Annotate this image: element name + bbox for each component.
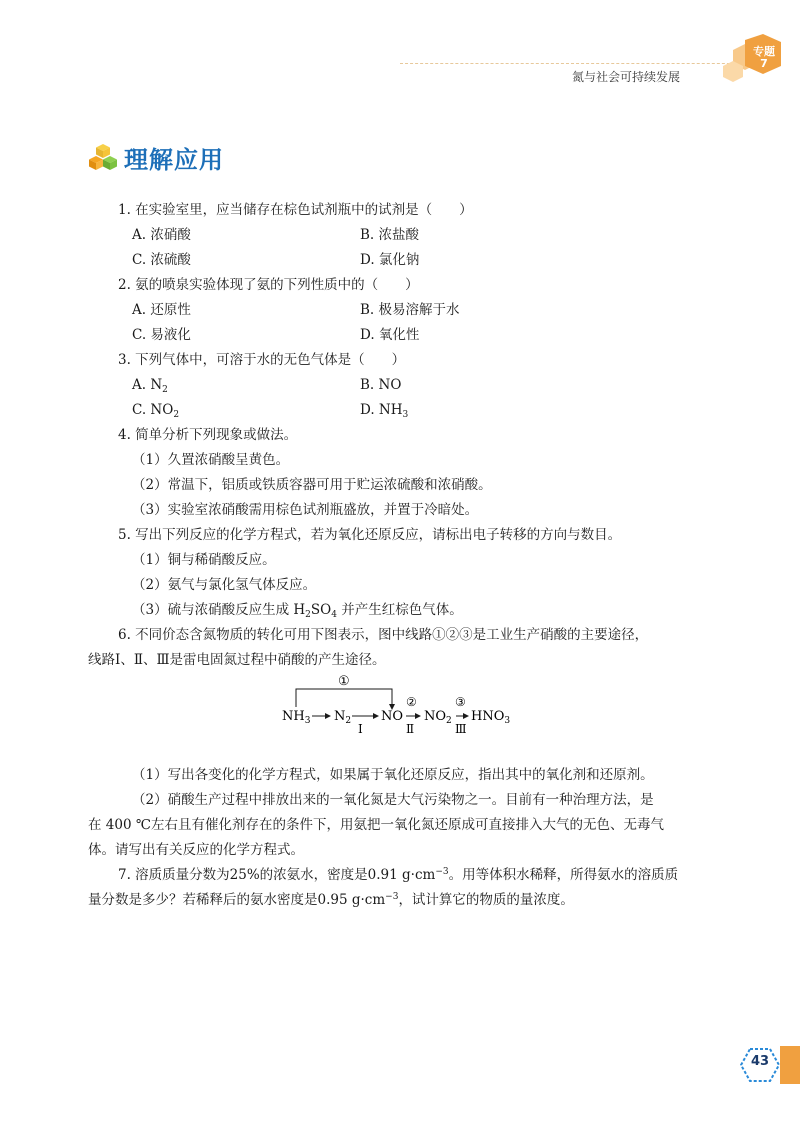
q5-s3-post: 并产生红棕色气体。 — [336, 602, 463, 618]
q3-c-text: C. NO — [132, 402, 174, 418]
q3-options-row2 — [88, 398, 720, 423]
page-number: 43 — [750, 1054, 770, 1069]
route1-label: ① — [338, 674, 350, 689]
roman1-label: Ⅰ — [358, 722, 363, 736]
q2-options-row1 — [88, 298, 720, 323]
nitrogen-conversion-diagram — [88, 673, 720, 763]
q7-l1-pre: 7. 溶质质量分数为25%的浓氨水，密度是0.91 g·cm — [118, 867, 436, 883]
q4-sub-1: （1）久置浓硝酸呈黄色。 — [132, 452, 290, 468]
route3-label: ③ — [455, 695, 466, 709]
no2-label — [424, 709, 452, 726]
badge-line1: 专题 — [753, 45, 775, 58]
q1-option-c: C. 浓硫酸 — [132, 252, 191, 268]
q2-option-a: A. 还原性 — [132, 302, 191, 318]
q5-sub-3 — [88, 598, 720, 623]
q1-option-b: B. 浓盐酸 — [360, 227, 420, 243]
q3-a-sub: 2 — [162, 385, 168, 395]
q3-d-sub: 3 — [402, 410, 409, 420]
q3-options-row1 — [88, 373, 720, 398]
q5-s3-sub1: 2 — [305, 610, 311, 620]
section-heading — [88, 140, 224, 174]
q4-sub-2: （2）常温下，铝质或铁质容器可用于贮运浓硫酸和浓硝酸。 — [132, 477, 492, 493]
nh3-label — [282, 709, 311, 726]
q3-d-text: D. NH — [360, 402, 403, 418]
q3-option-d — [360, 398, 408, 423]
question-1: 1. 在实验室里，应当储存在棕色试剂瓶中的试剂是（ ） — [118, 202, 473, 218]
q5-sub-2: （2）氨气与氯化氢气体反应。 — [132, 577, 317, 593]
question-4: 4. 简单分析下列现象或做法。 — [118, 427, 298, 443]
chapter-badge — [748, 46, 780, 70]
exercise-content — [88, 198, 720, 913]
hno3-sub: 3 — [504, 716, 511, 726]
q6-sub-1: （1）写出各变化的化学方程式，如果属于氧化还原反应，指出其中的氧化剂和还原剂。 — [132, 767, 654, 783]
no2-sub: 2 — [446, 716, 452, 726]
route1-bracket — [296, 689, 392, 709]
q3-option-c — [132, 398, 360, 423]
q3-a-text: A. N — [132, 377, 163, 393]
q5-sub-1: （1）铜与稀硝酸反应。 — [132, 552, 276, 568]
q3-c-sub: 2 — [173, 410, 180, 420]
hno3-label — [471, 709, 510, 726]
question-5: 5. 写出下列反应的化学方程式，若为氧化还原反应，请标出电子转移的方向与数目。 — [118, 527, 622, 543]
conversion-diagram-svg — [278, 673, 538, 753]
q7-l2-post: ，试计算它的物质的量浓度。 — [398, 892, 574, 908]
badge-line2: 7 — [760, 57, 768, 70]
q2-option-d: D. 氧化性 — [360, 327, 420, 343]
q4-sub-3: （3）实验室浓硝酸需用棕色试剂瓶盛放，并置于冷暗处。 — [132, 502, 479, 518]
q6-sub-2-line3: 体。请写出有关反应的化学方程式。 — [88, 842, 304, 858]
cubes-icon — [88, 143, 118, 171]
question-3: 3. 下列气体中，可溶于水的无色气体是（ ） — [118, 352, 406, 368]
q7-l2-sup: −3 — [385, 892, 399, 902]
question-2: 2. 氨的喷泉实验体现了氨的下列性质中的（ ） — [118, 277, 419, 293]
section-title: 理解应用 — [124, 145, 224, 174]
q6-sub-2-line1: （2）硝酸生产过程中排放出来的一氧化氮是大气污染物之一。目前有一种治理方法，是 — [132, 792, 654, 808]
q2-option-b: B. 极易溶解于水 — [360, 302, 460, 318]
question-6-line1: 6. 不同价态含氮物质的转化可用下图表示，图中线路①②③是工业生产硝酸的主要途径， — [118, 627, 649, 643]
q5-s3-pre: （3）硫与浓硝酸反应生成 H — [132, 602, 306, 618]
q1-option-a: A. 浓硝酸 — [132, 227, 191, 243]
q5-s3-sub2: 4 — [331, 610, 337, 620]
q3-option-b: B. NO — [360, 377, 402, 393]
q7-l1-post: 。用等体积水稀释，所得氨水的溶质质 — [448, 867, 679, 883]
question-6-line2: 线路Ⅰ、Ⅱ、Ⅲ是雷电固氮过程中硝酸的产生途径。 — [88, 652, 386, 668]
question-7-line1 — [88, 863, 720, 888]
q6-sub-2-line2: 在 400 ℃左右且有催化剂存在的条件下，用氨把一氧化氮还原成可直接排入大气的无色、无毒气 — [88, 817, 664, 833]
q7-l2-pre: 量分数是多少？若稀释后的氨水密度是0.95 g·cm — [88, 892, 386, 908]
n2-text: N — [334, 709, 346, 724]
n2-label — [334, 709, 351, 726]
q7-l1-sup: −3 — [435, 867, 449, 877]
roman3-label: Ⅲ — [455, 722, 467, 736]
header-subtitle: 氮与社会可持续发展 — [571, 70, 680, 84]
route2-label: ② — [406, 695, 417, 709]
nh3-text: NH — [282, 709, 305, 724]
no2-text: NO — [424, 709, 447, 724]
q5-s3-mid: SO — [310, 602, 332, 618]
page-edge-tab — [780, 1046, 800, 1084]
q3-option-a — [132, 373, 360, 398]
nh3-sub: 3 — [304, 716, 311, 726]
question-7-line2 — [88, 888, 720, 913]
q2-options-row2 — [88, 323, 720, 348]
hno3-text: HNO — [471, 709, 505, 724]
header-divider — [400, 63, 745, 64]
q1-options-row1 — [88, 223, 720, 248]
no-label: NO — [381, 709, 404, 724]
q1-options-row2 — [88, 248, 720, 273]
n2-sub: 2 — [345, 716, 352, 726]
roman2-label: Ⅱ — [406, 722, 415, 736]
q2-option-c: C. 易液化 — [132, 327, 191, 343]
q1-option-d: D. 氯化钠 — [360, 252, 420, 268]
